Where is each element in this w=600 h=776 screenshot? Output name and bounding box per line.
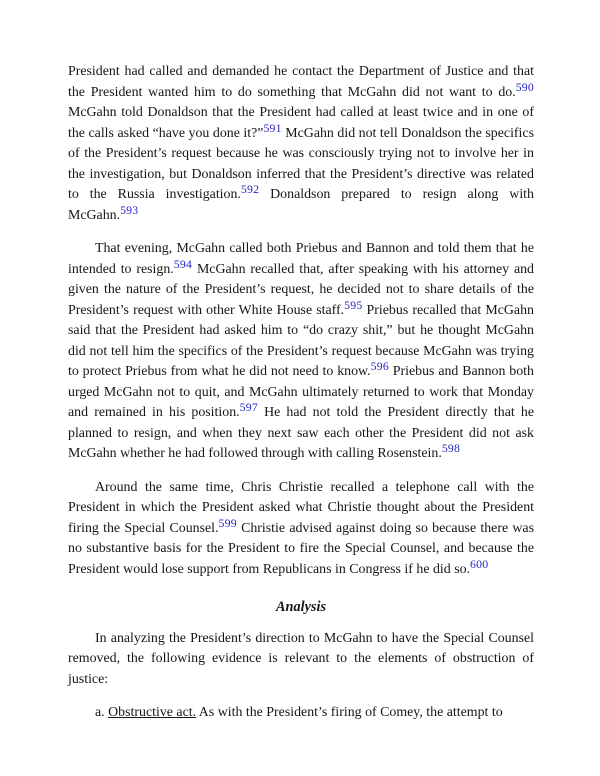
text-run: He had not told the President directly that he planned to resign, and when they next saw each other the President did not ask McGahn whether he had followed through with calling Rosenstein.: [68, 405, 534, 461]
paragraph-donaldson-calls: [68, 62, 534, 226]
underlined-term: Obstructive act.: [108, 705, 197, 720]
text-run: Christie advised against doing so because there was no substantive basis for the President to fire the Special Counsel, and because the President would lose support from Republicans in Congress if he did so.: [68, 520, 534, 577]
text-run: As with the President’s firing of Comey, the attempt to: [196, 705, 503, 720]
footnote-ref-595[interactable]: 595: [344, 297, 363, 312]
text-run: McGahn recalled that, after speaking with his attorney and given the nature of the President’s request, he decided not to share details of the President’s request with other White House staff.: [68, 261, 534, 318]
text-run: That evening, McGahn called both Priebus and Bannon and told them that he intended to resign.: [68, 241, 534, 277]
paragraph-mcgahn-resignation: [68, 239, 534, 465]
footnote-ref-590[interactable]: 590: [515, 79, 534, 94]
footnote-ref-599[interactable]: 599: [218, 515, 237, 530]
text-run: Priebus and Bannon both urged McGahn not to quit, and McGahn ultimately returned to work that Monday and remained in his position.: [68, 364, 534, 420]
text-run: Priebus recalled that McGahn said that the President had asked him to “do crazy shit,” but he thought McGahn did not tell him the specifics of the President’s request because McGahn was trying to protect Priebus from what he did not need to know.: [68, 302, 534, 379]
footnote-ref-593[interactable]: 593: [120, 202, 139, 217]
footnote-ref-598[interactable]: 598: [441, 441, 461, 455]
text-run: In analyzing the President’s direction to McGahn to have the Special Counsel removed, the following evidence is relevant to the elements of obstruction of justice:: [68, 630, 534, 687]
text-run: President had called and demanded he contact the Department of Justice and that the President wanted him to do something that McGahn did not want to do.: [68, 64, 534, 100]
footnote-ref-597[interactable]: 597: [239, 400, 258, 414]
footnote-ref-592[interactable]: 592: [240, 182, 260, 196]
text-run: Donaldson prepared to resign along with McGahn.: [68, 187, 534, 223]
list-item-obstructive-act: [68, 703, 534, 724]
text-run: McGahn told Donaldson that the President had called at least twice and in one of the calls asked “have you done it?”: [68, 105, 534, 141]
text-run: Around the same time, Chris Christie recalled a telephone call with the President in which the President asked what Christie thought about the President firing the Special Counsel.: [68, 479, 534, 536]
text-run: McGahn did not tell Donaldson the specifics of the President’s request because he was consciously trying not to involve her in the investigation, but Donaldson inferred that the President’s directive was related to the Russia investigation.: [68, 125, 534, 202]
paragraph-analysis-intro: [68, 629, 534, 691]
footnote-ref-594[interactable]: 594: [173, 256, 193, 271]
text-run: a.: [95, 705, 109, 720]
analysis-heading: [68, 597, 534, 618]
footnote-ref-591[interactable]: 591: [263, 120, 282, 135]
footnote-ref-596[interactable]: 596: [370, 359, 389, 373]
paragraph-christie-call: [68, 478, 534, 581]
document-body: [68, 62, 534, 724]
footnote-ref-600[interactable]: 600: [470, 556, 489, 571]
text-run: Analysis: [275, 599, 327, 615]
